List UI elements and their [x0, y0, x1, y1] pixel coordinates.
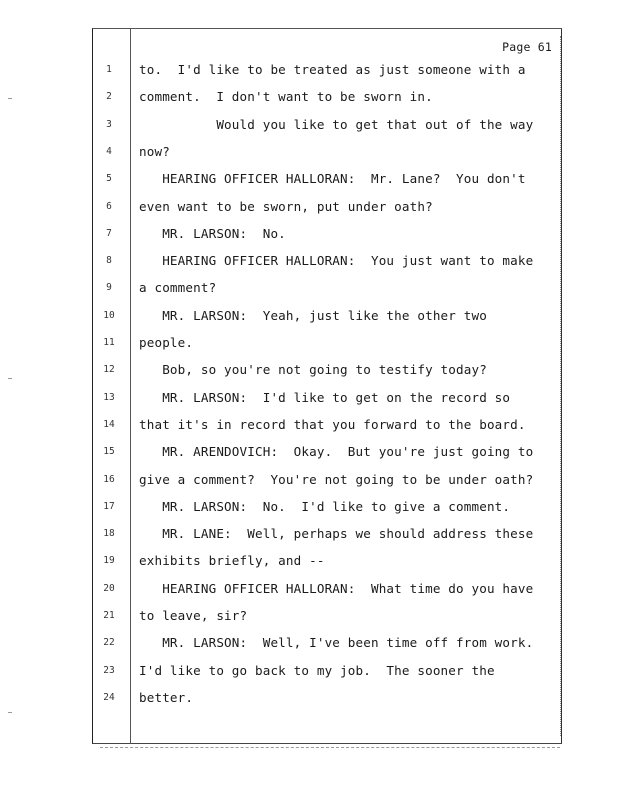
line-number: 16	[103, 474, 115, 485]
scan-mark	[8, 378, 12, 379]
line-number: 4	[106, 146, 112, 157]
transcript-line: MR. ARENDOVICH: Okay. But you're just going to	[139, 444, 534, 459]
line-number: 11	[103, 337, 115, 348]
transcript-line: Would you like to get that out of the way	[139, 117, 534, 132]
line-number: 8	[106, 255, 112, 266]
transcript-line: to. I'd like to be treated as just someone with a	[139, 62, 526, 77]
line-number: 21	[103, 610, 115, 621]
line-number: 10	[103, 310, 115, 321]
transcript-line: even want to be sworn, put under oath?	[139, 199, 433, 214]
transcript-line: a comment?	[139, 280, 217, 295]
page-number: Page 61	[502, 40, 552, 54]
transcript-line: to leave, sir?	[139, 608, 248, 623]
line-number: 17	[103, 501, 115, 512]
line-number: 19	[103, 555, 115, 566]
line-number: 2	[106, 91, 112, 102]
transcript-line: now?	[139, 144, 170, 159]
line-number-rule	[130, 28, 131, 744]
line-number: 9	[106, 282, 112, 293]
line-number: 22	[103, 637, 115, 648]
line-number: 6	[106, 201, 112, 212]
transcript-line: MR. LARSON: No. I'd like to give a comment.	[139, 499, 511, 514]
line-number: 14	[103, 419, 115, 430]
transcript-line: HEARING OFFICER HALLORAN: Mr. Lane? You don't	[139, 171, 526, 186]
line-number: 12	[103, 364, 115, 375]
line-number: 5	[106, 173, 112, 184]
transcript-line: exhibits briefly, and --	[139, 553, 325, 568]
line-number: 20	[103, 583, 115, 594]
transcript-line: that it's in record that you forward to the board.	[139, 417, 526, 432]
transcript-line: give a comment? You're not going to be under oath?	[139, 472, 534, 487]
scan-mark	[8, 712, 12, 713]
line-number: 23	[103, 665, 115, 676]
line-number: 1	[106, 64, 112, 75]
transcript-line: MR. LARSON: No.	[139, 226, 286, 241]
transcript-line: people.	[139, 335, 194, 350]
transcript-line: better.	[139, 690, 194, 705]
bottom-margin-rule	[100, 747, 560, 748]
transcript-line: Bob, so you're not going to testify today?	[139, 362, 487, 377]
transcript-line: comment. I don't want to be sworn in.	[139, 89, 433, 104]
line-number: 3	[106, 119, 112, 130]
right-margin-rule	[560, 36, 561, 736]
transcript-line: MR. LARSON: I'd like to get on the record so	[139, 390, 511, 405]
line-number: 13	[103, 392, 115, 403]
transcript-line: MR. LANE: Well, perhaps we should address these	[139, 526, 534, 541]
line-number: 15	[103, 446, 115, 457]
scan-mark	[8, 98, 12, 99]
transcript-line: HEARING OFFICER HALLORAN: You just want to make	[139, 253, 534, 268]
transcript-line: MR. LARSON: Yeah, just like the other two	[139, 308, 487, 323]
transcript-line: I'd like to go back to my job. The sooner the	[139, 663, 495, 678]
line-number: 18	[103, 528, 115, 539]
line-number: 24	[103, 692, 115, 703]
transcript-line: MR. LARSON: Well, I've been time off from work.	[139, 635, 534, 650]
line-number: 7	[106, 228, 112, 239]
transcript-line: HEARING OFFICER HALLORAN: What time do you have	[139, 581, 534, 596]
